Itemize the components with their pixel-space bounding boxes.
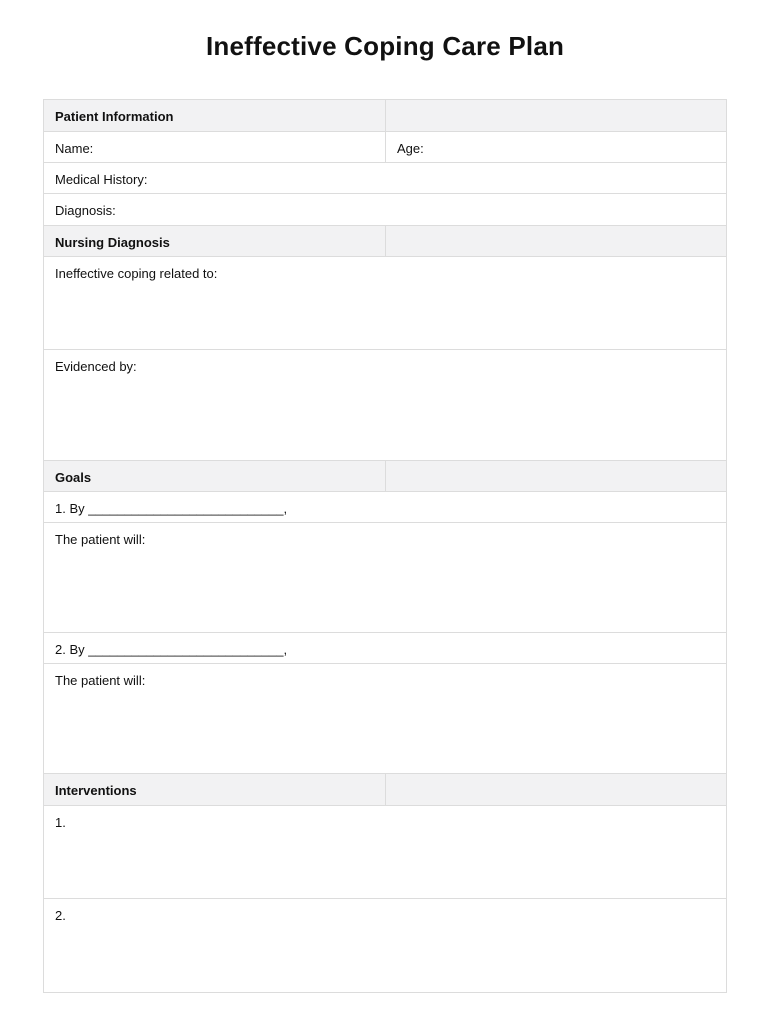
- related-to-field[interactable]: Ineffective coping related to:: [55, 266, 218, 281]
- goal-2-patient-will-row: [44, 664, 726, 774]
- diagnosis-field[interactable]: Diagnosis:: [55, 203, 116, 218]
- section-title: Patient Information: [44, 100, 386, 131]
- care-plan-form: [43, 99, 727, 993]
- age-field[interactable]: Age:: [397, 141, 424, 156]
- goal-1-patient-will-row: [44, 523, 726, 633]
- medical-history-row: [44, 163, 726, 194]
- intervention-1-field[interactable]: 1.: [55, 815, 66, 830]
- section-title: Interventions: [44, 774, 386, 805]
- section-header-nursing-diagnosis: [44, 226, 726, 257]
- goal-2-by-row: [44, 633, 726, 664]
- page-title: Ineffective Coping Care Plan: [205, 31, 565, 61]
- name-field[interactable]: Name:: [44, 132, 386, 162]
- goal-1-by-field[interactable]: 1. By ___________________________,: [55, 501, 288, 516]
- section-header-goals: [44, 461, 726, 492]
- goal-2-patient-will-field[interactable]: The patient will:: [55, 673, 146, 688]
- evidenced-by-row: [44, 350, 726, 461]
- section-header-patient-information: [44, 100, 726, 132]
- header-empty-cell: [386, 774, 726, 805]
- section-title: Goals: [44, 461, 386, 491]
- header-empty-cell: [386, 461, 726, 491]
- evidenced-by-field[interactable]: Evidenced by:: [55, 359, 137, 374]
- intervention-2-row: [44, 899, 726, 992]
- related-to-row: [44, 257, 726, 350]
- section-header-interventions: [44, 774, 726, 806]
- intervention-1-row: [44, 806, 726, 899]
- name-age-row: [44, 132, 726, 163]
- goal-2-by-field[interactable]: 2. By ___________________________,: [55, 642, 288, 657]
- diagnosis-row: [44, 194, 726, 226]
- goal-1-by-row: [44, 492, 726, 523]
- goal-1-patient-will-field[interactable]: The patient will:: [55, 532, 146, 547]
- intervention-2-field[interactable]: 2.: [55, 908, 66, 923]
- header-empty-cell: [386, 226, 726, 256]
- medical-history-field[interactable]: Medical History:: [55, 172, 148, 187]
- section-title: Nursing Diagnosis: [44, 226, 386, 256]
- header-empty-cell: [386, 100, 726, 131]
